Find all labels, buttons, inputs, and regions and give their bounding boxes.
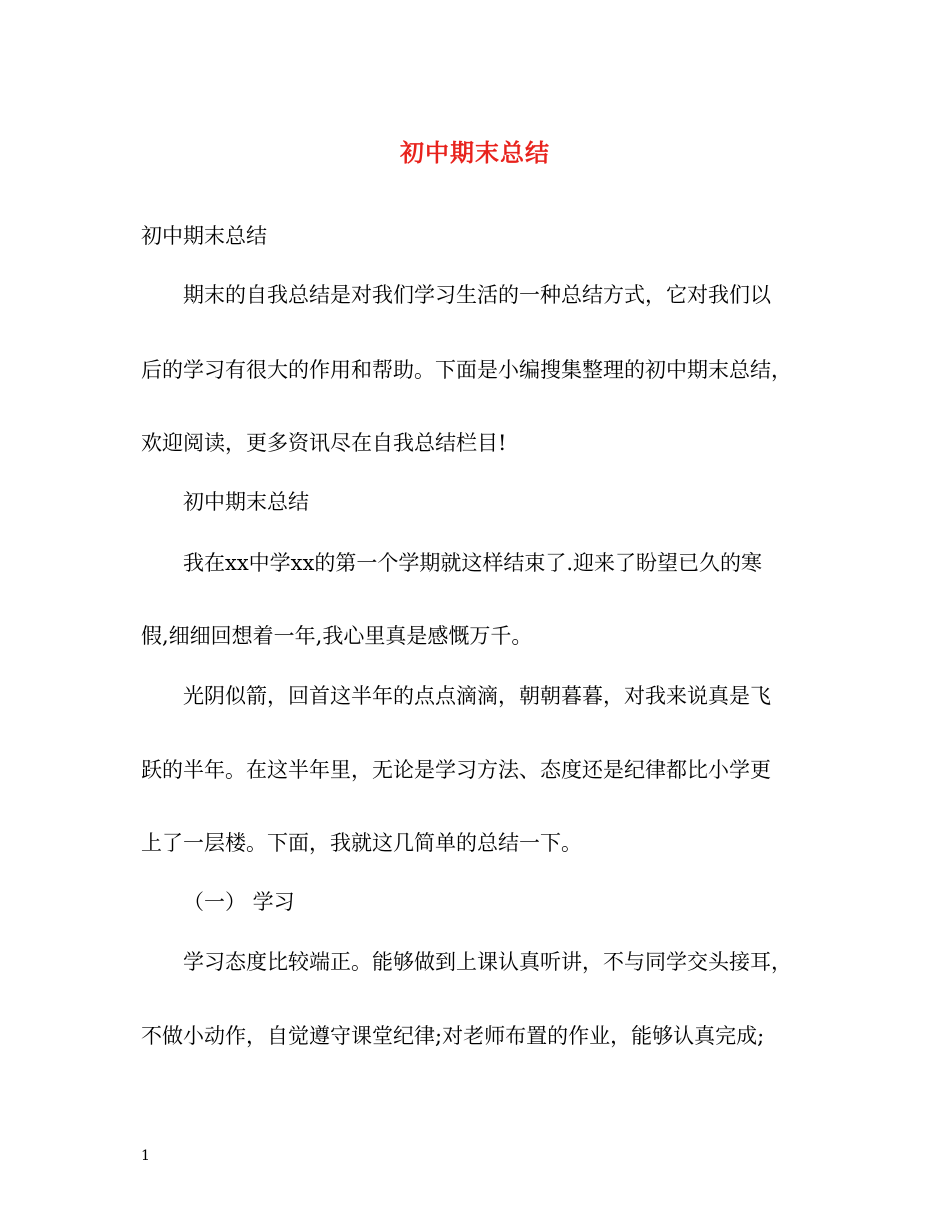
section-heading: 初中期末总结 — [183, 490, 309, 514]
section-heading: （一） 学习 — [183, 890, 295, 914]
paragraph-line: 我在xx中学xx的第一个学期就这样结束了.迎来了盼望已久的寒 — [183, 551, 763, 575]
paragraph-line: 跃的半年。在这半年里，无论是学习方法、态度还是纪律都比小学更 — [141, 758, 771, 782]
paragraph-line: 上了一层楼。下面，我就这几简单的总结一下。 — [141, 831, 582, 855]
paragraph-line: 光阴似箭，回首这半年的点点滴滴，朝朝暮暮，对我来说真是飞 — [183, 684, 771, 708]
page-number: 1 — [141, 1148, 150, 1164]
paragraph-line: 学习态度比较端正。能够做到上课认真听讲，不与同学交头接耳， — [183, 950, 792, 974]
document-title: 初中期末总结 — [400, 138, 550, 167]
paragraph-line: 欢迎阅读，更多资讯尽在自我总结栏目! — [141, 431, 507, 455]
paragraph-line: 期末的自我总结是对我们学习生活的一种总结方式，它对我们以 — [183, 283, 771, 307]
subtitle-line: 初中期末总结 — [141, 224, 267, 248]
paragraph-line: 假,细细回想着一年,我心里真是感慨万千。 — [141, 624, 533, 648]
paragraph-line: 不做小动作，自觉遵守课堂纪律;对老师布置的作业，能够认真完成; — [141, 1024, 765, 1048]
paragraph-line: 后的学习有很大的作用和帮助。下面是小编搜集整理的初中期末总结， — [141, 358, 792, 382]
